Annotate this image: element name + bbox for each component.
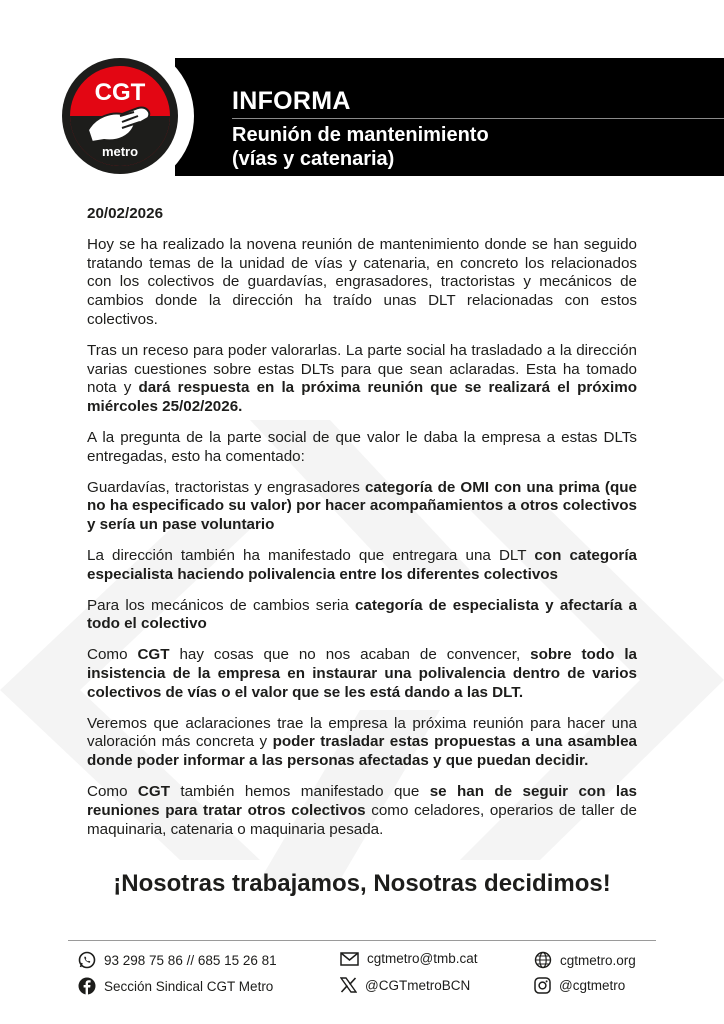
- paragraph-9-bold: se han de seguir con las reuniones para tratar otros colectivos: [87, 782, 637, 819]
- document-body: [87, 205, 637, 851]
- footer-divider: [68, 940, 656, 941]
- mail-icon: [340, 952, 359, 966]
- paragraph-9-text-b: también hemos manifestado que: [169, 782, 430, 800]
- paragraph-8-text: Veremos que aclaraciones trae la empresa la próxima reunión para hacer una valoración más concreta y: [87, 714, 637, 751]
- paragraph-5: [87, 547, 637, 585]
- facebook-icon: [78, 977, 96, 995]
- paragraph-7-bold: sobre todo la insistencia de la empresa en instaurar una polivalencia dentro de varios colectivos de vías o el valor que se les está dando a las DLT.: [87, 646, 637, 701]
- paragraph-8: [87, 715, 637, 771]
- paragraph-2-text: Tras un receso para poder valorarlas. La parte social ha trasladado a la dirección varias cuestiones sobre estas DLTs para que sean aclaradas. Esta ha tomado nota y: [87, 341, 637, 397]
- paragraph-2-bold: dará respuesta en la próxima reunión que se realizará el próximo miércoles 25/02/2026.: [87, 379, 637, 416]
- paragraph-9-text-c: como celadores, operarios de taller de maquinaria, catenaria o maquinaria pesada.: [87, 801, 637, 838]
- paragraph-6: [87, 597, 637, 635]
- footer-facebook[interactable]: [78, 977, 273, 995]
- header-title: INFORMA: [232, 87, 351, 115]
- footer-instagram[interactable]: [534, 977, 625, 994]
- paragraph-7-text-a: Como: [87, 646, 138, 664]
- slogan: ¡Nosotras trabajamos, Nosotras decidimos!: [113, 870, 611, 897]
- whatsapp-icon: [78, 951, 96, 969]
- footer-phone[interactable]: [78, 951, 277, 969]
- paragraph-7: [87, 646, 637, 702]
- paragraph-6-bold: categoría de especialista y afectaría a todo el colectivo: [87, 596, 637, 633]
- svg-text:CGT: CGT: [94, 79, 146, 106]
- paragraph-6-text: Para los mecánicos de cambios seria: [87, 596, 355, 614]
- paragraph-1: Hoy se ha realizado la novena reunión de mantenimiento donde se han seguido tratando temas de la unidad de vías y catenaria, en concreto los relacionados con los colectivos de guardavías, engrasadores, tractoristas y mecánicos de cambios donde la dirección ha traído unas DLT relacionadas con estos colectivos.: [87, 235, 637, 328]
- cgt-metro-logo: [46, 42, 194, 190]
- instagram-handle: @cgtmetro: [559, 978, 626, 993]
- paragraph-3: A la pregunta de la parte social de que valor le daba la empresa a estas DLTs entregadas, esto ha comentado:: [87, 428, 637, 465]
- header-divider: [232, 118, 724, 119]
- paragraph-4-text: Guardavías, tractoristas y engrasadores: [87, 478, 365, 496]
- paragraph-4-bold: categoría de OMI con una prima (que no ha especificado su valor) por hacer acompañamientos a otros colectivos y sería un pase voluntario: [87, 478, 637, 534]
- paragraph-7-text-b: hay cosas que no nos acaban de convencer,: [169, 646, 531, 664]
- footer-website[interactable]: [534, 951, 636, 969]
- instagram-icon: [534, 977, 551, 994]
- paragraph-4: [87, 479, 637, 535]
- phone-numbers: 93 298 75 86 // 685 15 26 81: [104, 952, 277, 968]
- paragraph-2: [87, 342, 637, 417]
- facebook-page: Sección Sindical CGT Metro: [104, 978, 274, 994]
- paragraph-9-text-a: Como: [87, 782, 138, 800]
- subtitle-line-1: Reunión de mantenimiento: [232, 124, 489, 146]
- x-icon: [340, 977, 357, 993]
- paragraph-5-bold: con categoría especialista haciendo polivalencia entre los diferentes colectivos: [87, 546, 638, 583]
- email-address: cgtmetro@tmb.cat: [367, 951, 478, 966]
- footer-email[interactable]: [340, 951, 478, 966]
- twitter-handle: @CGTmetroBCN: [365, 977, 471, 993]
- subtitle-line-2: (vías y catenaria): [232, 148, 395, 170]
- globe-icon: [534, 951, 552, 969]
- paragraph-9: [87, 783, 637, 839]
- header-subtitle: [232, 123, 489, 171]
- paragraph-9-cgt: CGT: [137, 782, 170, 800]
- paragraph-5-text: La dirección también ha manifestado que entregara una DLT: [87, 546, 535, 564]
- document-date: 20/02/2026: [87, 205, 164, 222]
- footer-twitter[interactable]: [340, 977, 470, 993]
- website-url: cgtmetro.org: [560, 952, 636, 968]
- paragraph-8-bold: poder trasladar estas propuestas a una asamblea donde poder informar a las personas afectadas y que puedan decidir.: [87, 733, 637, 770]
- paragraph-7-cgt: CGT: [137, 646, 170, 664]
- svg-text:metro: metro: [101, 144, 139, 159]
